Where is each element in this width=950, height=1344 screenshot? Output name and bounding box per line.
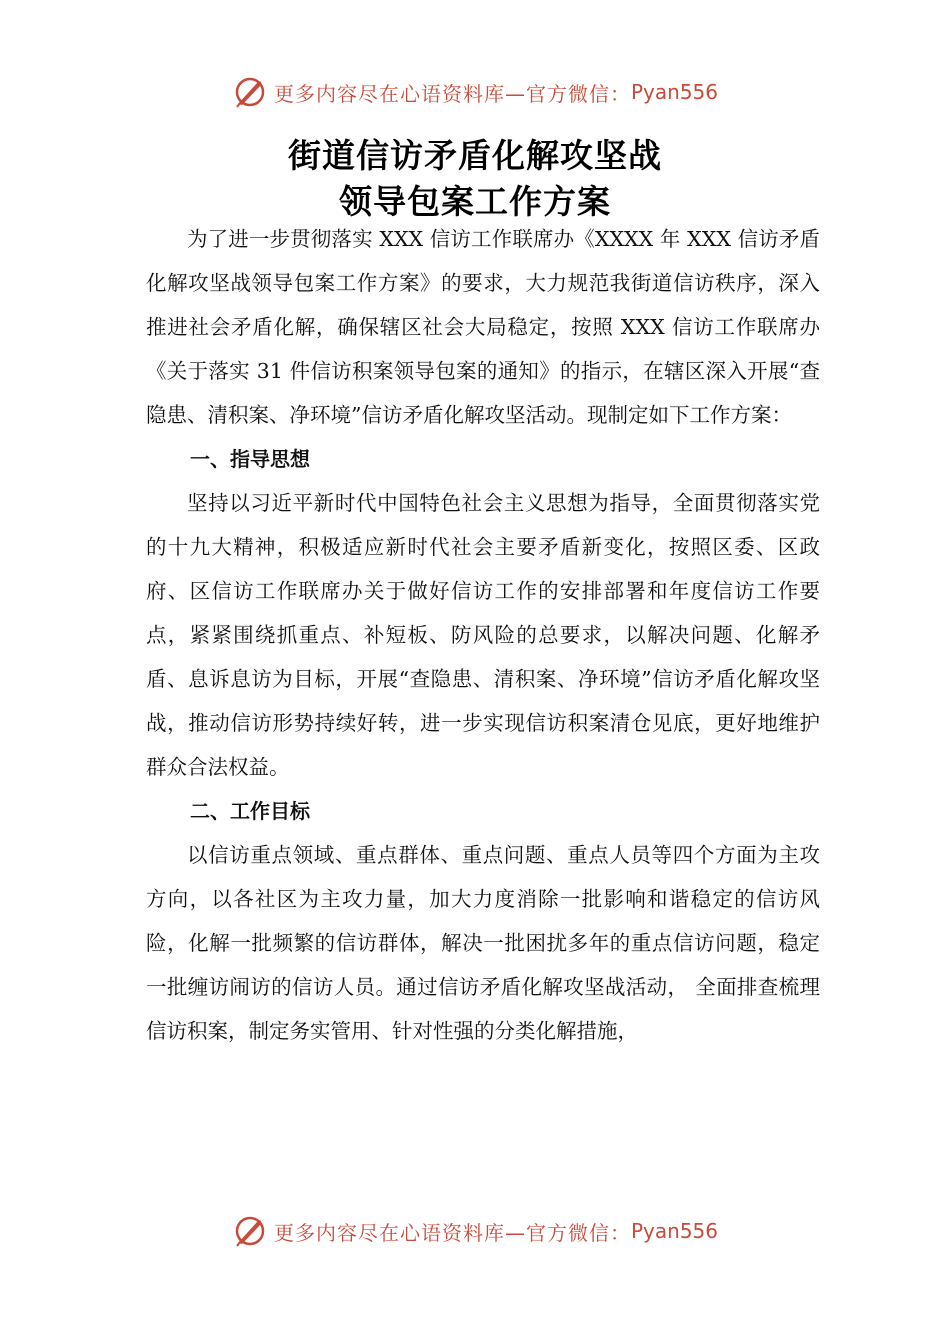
- document-title-line2: 领导包案工作方案: [339, 182, 611, 221]
- banner-text: 更多内容尽在心语资料库—官方微信：: [273, 81, 631, 106]
- section2-heading: 二、工作目标: [190, 799, 310, 823]
- document-body: [146, 217, 820, 1053]
- section1-heading: 一、指导思想: [190, 447, 310, 471]
- section1-paragraph: 坚持以习近平新时代中国特色社会主义思想为指导，全面贯彻落实党的十九大精神，积极适应新时代社会主要矛盾新变化，按照区委、区政府、区信访工作联席办关于做好信访工作的安排部署和年度信访工作要点，紧紧围绕抓重点、补短板、防风险的总要求，以解决问题、化解矛盾、息诉息访为目标，开展“查隐患、清积案、净环境”信访矛盾化解攻坚战，推动信访形势持续好转，进一步实现信访积案清仓见底，更好地维护群众合法权益。: [146, 491, 820, 779]
- section2-paragraph: 以信访重点领域、重点群体、重点问题、重点人员等四个方面为主攻方向，以各社区为主攻力量，加大力度消除一批影响和谐稳定的信访风险，化解一批频繁的信访群体，解决一批困扰多年的重点信访问题，稳定一批缠访闹访的信访人员。通过信访矛盾化解攻坚战活动， 全面排查梳理信访积案，制定务实管用、针对性强的分类化解措施，: [146, 843, 820, 1043]
- quill-pen-logo-icon: [232, 1213, 268, 1249]
- document-title-line1: 街道信访矛盾化解攻坚战: [288, 136, 662, 175]
- banner-wechat-id: Pyan556: [630, 80, 718, 104]
- banner-text: 更多内容尽在心语资料库—官方微信：: [273, 1220, 631, 1245]
- quill-pen-logo-icon: [232, 74, 268, 110]
- footer-watermark-banner: [0, 1211, 950, 1251]
- header-watermark-banner: [0, 72, 950, 112]
- banner-wechat-id: Pyan556: [630, 1219, 718, 1243]
- intro-paragraph: 为了进一步贯彻落实 XXX 信访工作联席办《XXXX 年 XXX 信访矛盾化解攻坚战领导包案工作方案》的要求，大力规范我街道信访秩序，深入推进社会矛盾化解，确保辖区社会大局稳定，按照 XXX 信访工作联席办《关于落实 31 件信访积案领导包案的通知》的指示，在辖区深入开展“查隐患、清积案、净环境”信访矛盾化解攻坚活动。现制定如下工作方案：: [146, 227, 820, 427]
